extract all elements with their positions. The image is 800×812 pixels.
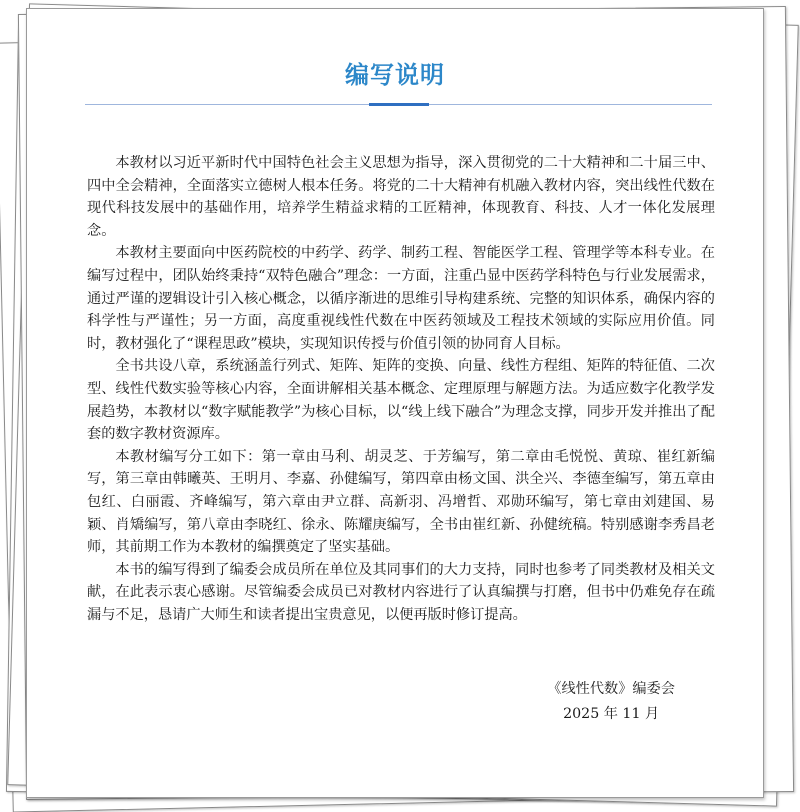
signature-date: 2025 年 11 月 [563,706,660,722]
paragraph-3: 全书共设八章，系统涵盖行列式、矩阵、矩阵的变换、向量、线性方程组、矩阵的特征值、二次型、线性代数实验等核心内容，全面讲解相关基本概念、定理原理与解题方法。为适应数字化教学发展趋势，本教材以“数字赋能教学”为核心目标，以“线上线下融合”为理念支撑，同步开发并推出了配套的数字教材资源库。 [87,358,715,443]
page-title: 编写说明 [345,61,445,89]
signature-committee: 《线性代数》编委会 [547,681,675,697]
title-divider-accent [369,103,429,106]
signature-block [547,677,675,727]
body-text [87,152,715,626]
document-page [26,8,764,798]
paragraph-5: 本书的编写得到了编委会成员所在单位及其同事们的大力支持，同时也参考了同类教材及相关文献，在此表示衷心感谢。尽管编委会成员已对教材内容进行了认真编撰与打磨，但书中仍难免存在疏漏与不足，恳请广大师生和读者提出宝贵意见，以便再版时修订提高。 [87,561,715,623]
paragraph-4: 本教材编写分工如下：第一章由马利、胡灵芝、于芳编写，第二章由毛悦悦、黄琼、崔红新编写，第三章由韩曦英、王明月、李嘉、孙健编写，第四章由杨文国、洪全兴、李德奎编写，第五章由包红、白丽霞、齐峰编写，第六章由尹立群、高新羽、冯增哲、邓勋环编写，第七章由刘建国、易颖、肖矯编写，第八章由李晓红、徐永、陈耀庚编写，全书由崔红新、孙健统稿。特别感谢李秀昌老师，其前期工作为本教材的编撰奠定了坚实基础。 [87,448,715,556]
paragraph-2: 本教材主要面向中医药院校的中药学、药学、制药工程、智能医学工程、管理学等本科专业。在编写过程中，团队始终秉持“双特色融合”理念：一方面，注重凸显中医药学科特色与行业发展需求，通过严谨的逻辑设计引入核心概念，以循序渐进的思维引导构建系统、完整的知识体系，确保内容的科学性与严谨性；另一方面，高度重视线性代数在中医药领域及工程技术领域的实际应用价值。同时，教材强化了“课程思政”模块，实现知识传授与价值引领的协同育人目标。 [87,245,715,352]
paragraph-1: 本教材以习近平新时代中国特色社会主义思想为指导，深入贯彻党的二十大精神和二十届三中、四中全会精神，全面落实立德树人根本任务。将党的二十大精神有机融入教材内容，突出线性代数在现代科技发展中的基础作用，培养学生精益求精的工匠精神，体现教育、科技、人才一体化发展理念。 [87,155,715,239]
